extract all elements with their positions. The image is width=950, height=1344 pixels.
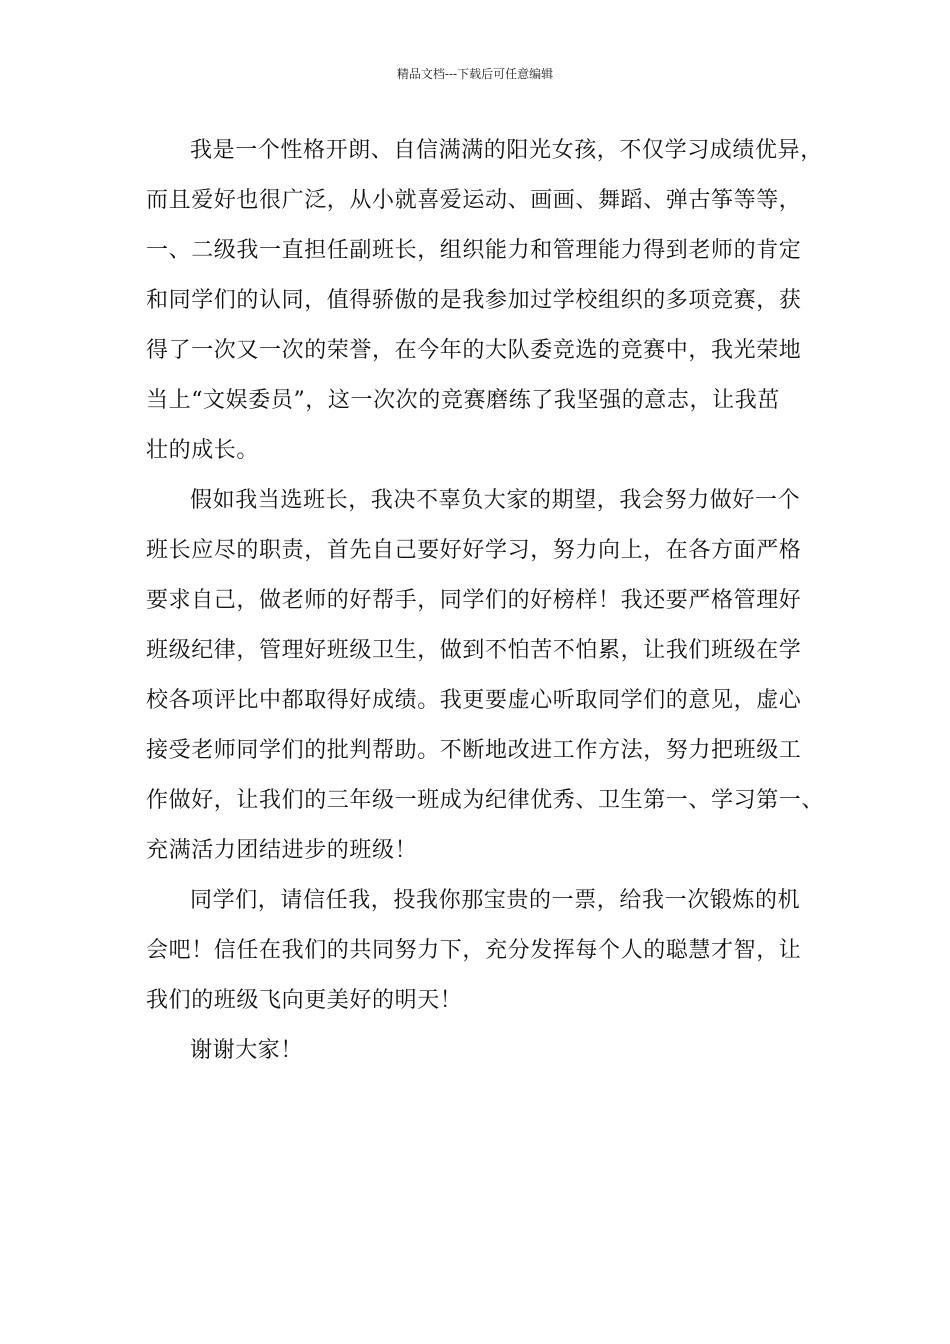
paragraph-line: 班级纪律，管理好班级卫生，做到不怕苦不怕累，让我们班级在学 [146,638,802,663]
paragraph-line: 同学们，请信任我，投我你那宝贵的一票，给我一次锻炼的机 [190,888,801,913]
paragraph-line: 校各项评比中都取得好成绩。我更要虚心听取同学们的意见，虚心 [146,688,802,713]
paragraph-line: 我是一个性格开朗、自信满满的阳光女孩，不仅学习成绩优异， [190,138,823,163]
paragraph-line: 壮的成长。 [146,438,260,463]
paragraph-line: 班长应尽的职责，首先自己要好好学习，努力向上，在各方面严格 [146,538,802,563]
paragraph-line: 作做好，让我们的三年级一班成为纪律优秀、卫生第一、学习第一、 [146,788,825,813]
paragraph-line: 而且爱好也很广泛，从小就喜爱运动、画画、舞蹈、弹古筝等等， [146,188,802,213]
paragraph-line: 和同学们的认同，值得骄傲的是我参加过学校组织的多项竞赛，获 [146,288,802,313]
closing-line: 谢谢大家！ [190,1038,304,1063]
paragraph-line: 接受老师同学们的批判帮助。不断地改进工作方法，努力把班级工 [146,738,802,763]
paragraph-line: 得了一次又一次的荣誉，在今年的大队委竞选的竞赛中，我光荣地 [146,338,802,363]
paragraph-line: 会吧！信任在我们的共同努力下，充分发挥每个人的聪慧才智，让 [146,938,802,963]
paragraph-line: 要求自己，做老师的好帮手，同学们的好榜样！我还要严格管理好 [146,588,802,613]
paragraph-line: 一、二级我一直担任副班长，组织能力和管理能力得到老师的肯定 [146,238,802,263]
paragraph-line: 充满活力团结进步的班级！ [146,838,418,863]
page-header: 精品文档---下载后可任意编辑 [396,67,554,81]
paragraph-line: 假如我当选班长，我决不辜负大家的期望，我会努力做好一个 [190,488,801,513]
paragraph-line: 我们的班级飞向更美好的明天！ [146,988,463,1013]
paragraph-line: 当上“文娱委员”，这一次次的竞赛磨练了我坚强的意志，让我茁 [146,388,780,413]
